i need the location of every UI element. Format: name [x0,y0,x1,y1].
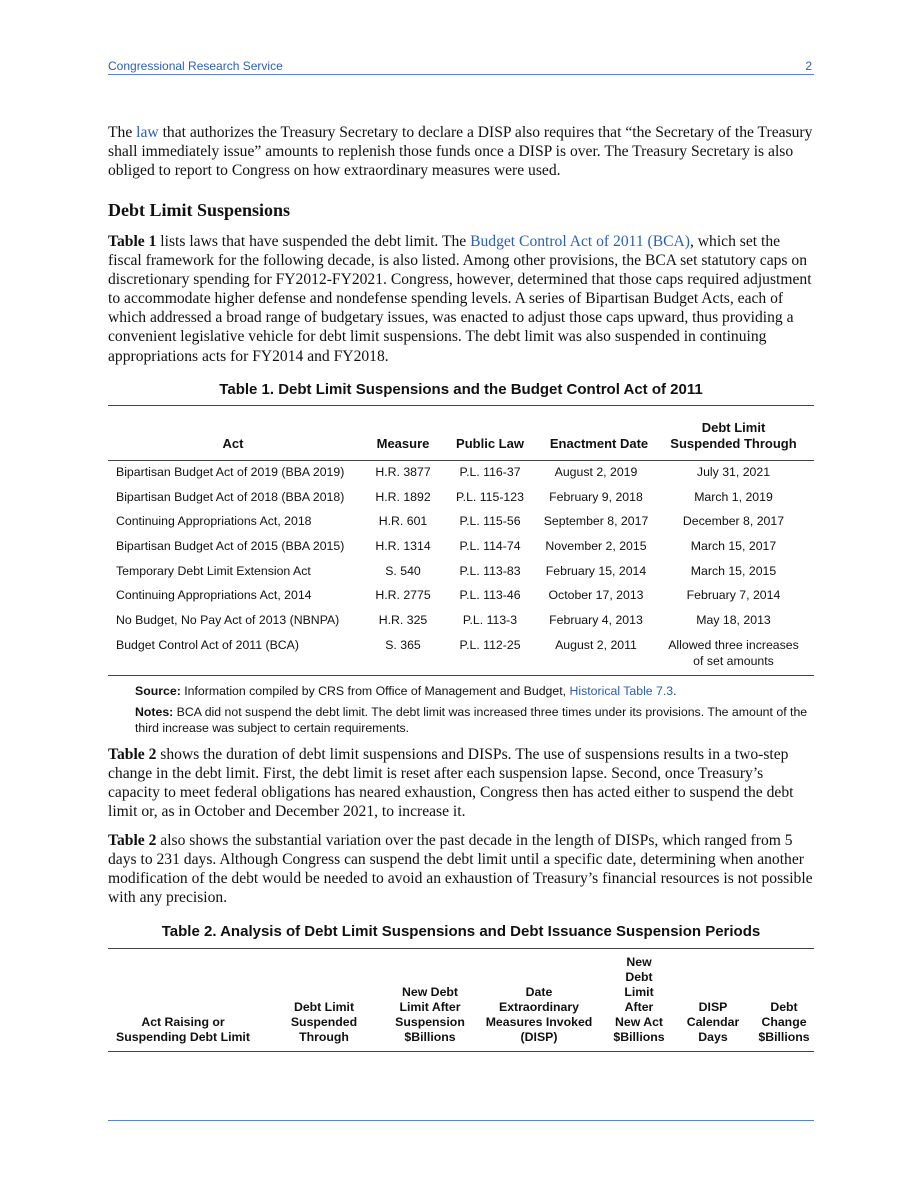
cell-act: Continuing Appropriations Act, 2018 [116,514,312,528]
cell-enactment-date: February 15, 2014 [545,564,647,578]
cell-measure: H.R. 2775 [375,588,431,602]
cell-public-law: P.L. 115-56 [459,514,521,528]
table2-header-suspended-through [278,1000,370,1045]
header-line: Measures Invoked [485,1015,593,1029]
header-suspended-line2: Suspended Through [670,436,797,451]
header-line: (DISP) [520,1030,558,1044]
cell-public-law: P.L. 113-83 [459,564,521,578]
header-line: Suspension [395,1015,465,1029]
cell-measure: H.R. 1892 [375,490,431,504]
table2-title: Table 2. Analysis of Debt Limit Suspensions and Debt Issuance Suspension Periods [161,923,761,940]
cell-public-law: P.L. 115-123 [456,490,524,504]
page-header [108,59,814,75]
page-number: 2 [805,59,812,73]
table1-notes [135,704,814,736]
cell-enactment-date: February 9, 2018 [549,490,643,504]
header-rule [108,74,814,75]
cell-enactment-date: August 2, 2011 [555,638,637,652]
table1-header-row [108,416,814,460]
table2-header-new-debt-limit [384,985,476,1045]
header-line: DISP [698,1000,728,1014]
header-line: Change [761,1015,807,1029]
paragraph-disp-law [108,123,814,180]
header-line: New [626,955,652,969]
table1-top-rule [108,405,814,406]
law-link[interactable]: law [136,124,159,141]
cell-measure: S. 540 [385,564,421,578]
cell-act: Temporary Debt Limit Extension Act [116,564,311,578]
cell-measure: S. 365 [385,638,421,652]
para3-text: shows the duration of debt limit suspensions and DISPs. The use of suspensions results in a two-step change in the debt limit. First, the debt limit is reset after each suspension lapse. Second, once Treasury’s capacity to meet federal obligations has neared exhaustion, Congress then has acted either to suspend the debt limit or, as in October and December 2021, to increase it. [108,746,794,821]
para1-rest: that authorizes the Treasury Secretary to declare a DISP also requires that “the Secretary of the Treasury shall immediately issue” amounts to replenish those funds once a DISP is over. The Treasury Secretary is also obliged to report to Congress on how extraordinary measures were used. [108,124,813,180]
cell-act: Bipartisan Budget Act of 2019 (BBA 2019) [116,465,345,479]
table2-header-row [108,955,814,1045]
notes-label: Notes: [135,705,174,719]
header-line: Act Raising or [141,1015,225,1029]
paragraph-table2-intro [108,745,814,821]
cell-public-law: P.L. 113-46 [459,588,521,602]
paragraph-table1-intro [108,232,814,366]
cell-act: No Budget, No Pay Act of 2013 (NBNPA) [116,613,340,627]
header-line: Date [525,985,553,999]
cell-public-law: P.L. 113-3 [462,613,518,627]
para2-part1: lists laws that have suspended the debt limit. The [156,233,471,250]
cell-suspended-through: March 15, 2015 [690,564,777,578]
header-measure: Measure [376,436,430,451]
header-line: Through [299,1030,349,1044]
header-line: Calendar [686,1015,740,1029]
header-line: Suspended [290,1015,358,1029]
cell-enactment-date: August 2, 2019 [554,465,638,479]
header-line: Suspending Debt Limit [116,1030,250,1044]
table-row [108,514,814,538]
header-line: Debt [625,970,653,984]
table2-header-new-limit-after-act [608,955,670,1045]
para1-prefix: The [108,124,137,141]
header-line: $Billions [613,1030,665,1044]
table2-top-rule [108,948,814,949]
header-line: Debt Limit [293,1000,355,1014]
section-heading: Debt Limit Suspensions [108,200,291,220]
cell-suspended-through: Allowed three increases of set amounts [668,638,799,668]
table2-header-act [108,1015,258,1045]
notes-text: BCA did not suspend the debt limit. The debt limit was increased three times under its provisions. The amount of the third increase was subject to certain requirements. [135,705,808,735]
table-row [108,638,814,672]
table1-header-rule [108,460,814,461]
header-line: New Act [614,1015,664,1029]
cell-suspended-through: March 1, 2019 [694,490,773,504]
paragraph-disp-variation [108,831,814,907]
header-line: $Billions [758,1030,810,1044]
header-suspended-line1: Debt Limit [701,420,766,435]
cell-act: Bipartisan Budget Act of 2015 (BBA 2015) [116,539,345,553]
cell-measure: H.R. 1314 [375,539,431,553]
source-text: Information compiled by CRS from Office of Management and Budget, [180,684,570,698]
source-end: . [673,684,677,698]
cell-act: Bipartisan Budget Act of 2018 (BBA 2018) [116,490,345,504]
historical-table-link[interactable]: Historical Table 7.3 [569,684,674,698]
header-line: Debt [770,1000,798,1014]
header-line: New Debt [401,985,459,999]
cell-suspended-through: December 8, 2017 [682,514,785,528]
cell-act: Budget Control Act of 2011 (BCA) [116,638,299,652]
table-row [108,490,814,514]
header-line: $Billions [404,1030,456,1044]
cell-enactment-date: September 8, 2017 [543,514,649,528]
para2-part2: , which set the fiscal framework for the following decade, is also listed. Among other provisions, the BCA set statutory caps on discretionary spending for FY2012-FY2021. Congress, however, determined that those caps required adjustment to accommodate higher defense and nondefense spending levels. A series of Bipartisan Budget Acts, each of which addressed a broad range of budgetary issues, was enacted to adjust those caps upward, thus providing a convenient legislative vehicle for debt limit suspensions. The debt limit was also suspended in continuing appropriations acts for FY2014 and FY2018. [108,233,812,365]
cell-enactment-date: November 2, 2015 [545,539,647,553]
table-row [108,588,814,612]
table1-ref: Table 1 [108,233,157,250]
cell-public-law: P.L. 114-74 [459,539,521,553]
cell-suspended-through: May 18, 2013 [696,613,771,627]
cell-public-law: P.L. 112-25 [459,638,521,652]
table2-header-calendar-days [680,1000,746,1045]
table2-ref: Table 2 [108,746,157,763]
table2-header-date-invoked [480,985,598,1045]
footer-rule [108,1120,814,1121]
table1-title: Table 1. Debt Limit Suspensions and the Budget Control Act of 2011 [219,381,703,398]
cell-suspended-through: July 31, 2021 [696,465,771,479]
cell-suspended-through: March 15, 2017 [690,539,777,553]
header-line: Limit [624,985,654,999]
para4-text: also shows the substantial variation over the past decade in the length of DISPs, which ranged from 5 days to 231 days. Although Congress can suspend the debt limit until a specific date, determining when another modification of the debt would be needed to avoid an exhaustion of Treasury’s financial resources is not possible with any precision. [108,832,813,907]
header-line: After [624,1000,654,1014]
cell-measure: H.R. 325 [378,613,428,627]
table2-ref-2: Table 2 [108,832,157,849]
table1-source [135,683,814,699]
source-label: Source: [135,684,181,698]
table-row [108,539,814,563]
header-enactment-date: Enactment Date [549,436,649,451]
table2-header-rule [108,1051,814,1052]
bca-link[interactable]: Budget Control Act of 2011 (BCA) [470,233,690,250]
table2-header-debt-change [752,1000,816,1045]
table1-bottom-rule [108,675,814,676]
cell-enactment-date: October 17, 2013 [548,588,644,602]
header-line: Limit After [399,1000,461,1014]
table-row [108,613,814,637]
header-public-law: Public Law [456,436,524,451]
table-row [108,465,814,489]
header-line: Extraordinary [499,1000,579,1014]
cell-enactment-date: February 4, 2013 [549,613,643,627]
cell-act: Continuing Appropriations Act, 2014 [116,588,312,602]
table-row [108,564,814,588]
cell-measure: H.R. 601 [378,514,428,528]
cell-public-law: P.L. 116-37 [459,465,521,479]
header-act: Act [222,436,244,451]
header-line: Days [698,1030,728,1044]
header-organization: Congressional Research Service [108,59,283,73]
cell-suspended-through: February 7, 2014 [686,588,781,602]
cell-measure: H.R. 3877 [375,465,431,479]
